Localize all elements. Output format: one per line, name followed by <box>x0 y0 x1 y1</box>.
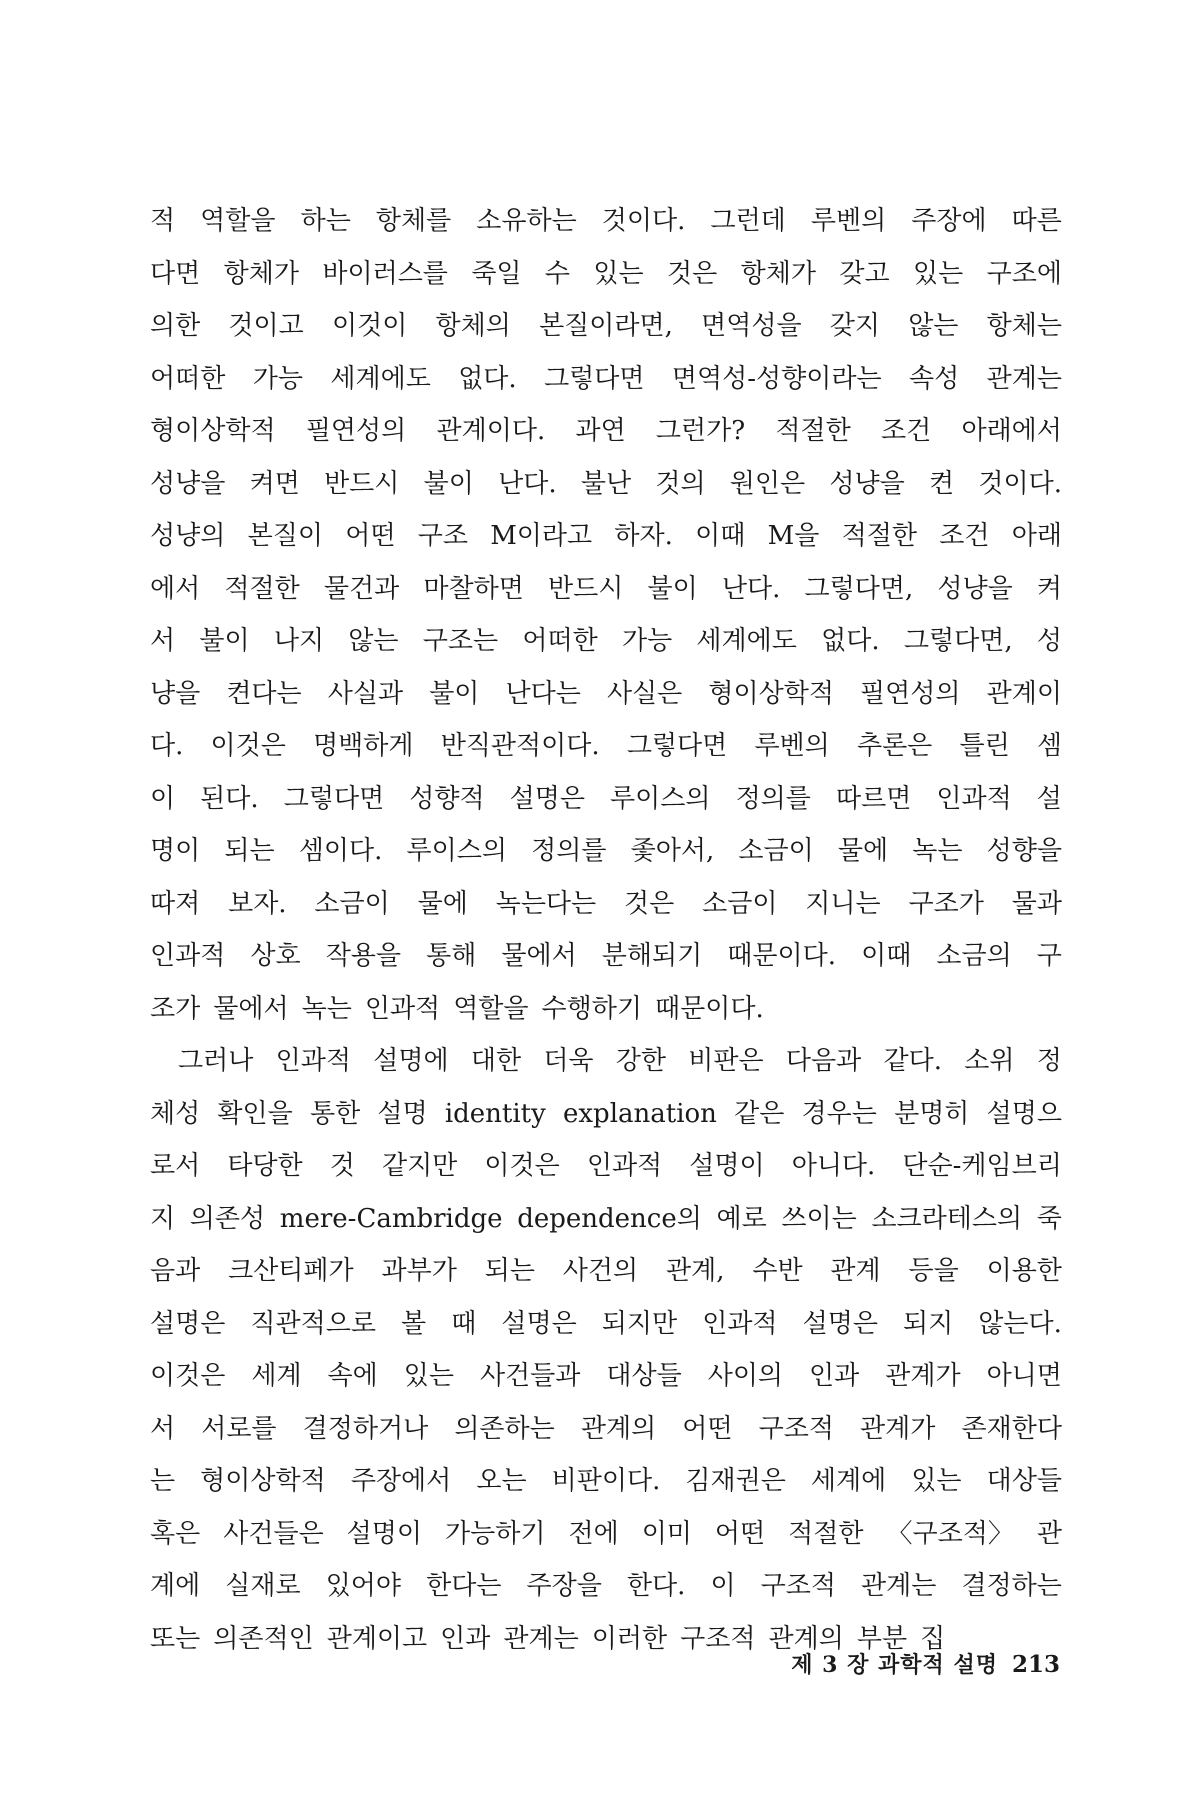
running-footer <box>791 1648 1060 1679</box>
chapter-title: 제 3 장 과학적 설명 <box>791 1652 998 1678</box>
text-line: 이 된다. 그렇다면 성향적 설명은 루이스의 정의를 따르면 인과적 설 <box>150 783 1062 814</box>
text-line: 로서 타당한 것 같지만 이것은 인과적 설명이 아니다. 단순-케임브리 <box>150 1151 1062 1181</box>
text-line: 계에 실재로 있어야 한다는 주장을 한다. 이 구조적 관계는 결정하는 <box>150 1571 1062 1601</box>
page-number: 213 <box>1011 1651 1060 1678</box>
text-line: 다면 항체가 바이러스를 죽일 수 있는 것은 항체가 갖고 있는 구조에 <box>150 258 1062 289</box>
text-line: 그러나 인과적 설명에 대한 더욱 강한 비판은 다음과 같다. 소위 정 <box>178 1046 1062 1076</box>
text-line: 따져 보자. 소금이 물에 녹는다는 것은 소금이 지니는 구조가 물과 <box>150 888 1062 919</box>
text-line: 적 역할을 하는 항체를 소유하는 것이다. 그런데 루벤의 주장에 따른 <box>150 206 1062 236</box>
text-line: 에서 적절한 물건과 마찰하면 반드시 불이 난다. 그렇다면, 성냥을 켜 <box>150 573 1062 604</box>
paragraph <box>150 195 1062 1035</box>
text-line: 성냥의 본질이 어떤 구조 M이라고 하자. 이때 M을 적절한 조건 아래 <box>150 521 1062 551</box>
text-line: 명이 되는 셈이다. 루이스의 정의를 좇아서, 소금이 물에 녹는 성향을 <box>150 836 1062 866</box>
text-line: 어떠한 가능 세계에도 없다. 그렇다면 면역성-성향이라는 속성 관계는 <box>150 363 1062 394</box>
text-line: 인과적 상호 작용을 통해 물에서 분해되기 때문이다. 이때 소금의 구 <box>150 941 1062 971</box>
text-line: 지 의존성 mere-Cambridge dependence의 예로 쓰이는 소크라테스의 죽 <box>150 1203 1062 1234</box>
text-line: 또는 의존적인 관계이고 인과 관계는 이러한 구조적 관계의 부분 집 <box>150 1623 946 1654</box>
text-line: 음과 크산티페가 과부가 되는 사건의 관계, 수반 관계 등을 이용한 <box>150 1256 1062 1286</box>
text-line: 다. 이것은 명백하게 반직관적이다. 그렇다면 루벤의 추론은 틀린 셈 <box>150 731 1062 761</box>
text-line: 서 불이 나지 않는 구조는 어떠한 가능 세계에도 없다. 그렇다면, 성 <box>150 626 1062 656</box>
text-line: 설명은 직관적으로 볼 때 설명은 되지만 인과적 설명은 되지 않는다. <box>150 1308 1062 1339</box>
text-line: 의한 것이고 이것이 항체의 본질이라면, 면역성을 갖지 않는 항체는 <box>150 311 1062 341</box>
text-line: 형이상학적 필연성의 관계이다. 과연 그런가? 적절한 조건 아래에서 <box>150 416 1062 446</box>
text-line: 체성 확인을 통한 설명 identity explanation 같은 경우는 분명히 설명으 <box>150 1098 1062 1129</box>
body-text <box>150 195 1062 1665</box>
text-line: 서 서로를 결정하거나 의존하는 관계의 어떤 구조적 관계가 존재한다 <box>150 1413 1062 1444</box>
paragraph <box>150 1035 1062 1665</box>
text-line: 냥을 켠다는 사실과 불이 난다는 사실은 형이상학적 필연성의 관계이 <box>150 678 1062 709</box>
text-line: 는 형이상학적 주장에서 오는 비판이다. 김재권은 세계에 있는 대상들 <box>150 1466 1062 1496</box>
text-line: 혹은 사건들은 설명이 가능하기 전에 이미 어떤 적절한 〈구조적〉 관 <box>150 1518 1062 1549</box>
text-line: 이것은 세계 속에 있는 사건들과 대상들 사이의 인과 관계가 아니면 <box>150 1361 1062 1391</box>
text-line: 조가 물에서 녹는 인과적 역할을 수행하기 때문이다. <box>150 993 764 1024</box>
text-line: 성냥을 켜면 반드시 불이 난다. 불난 것의 원인은 성냥을 켠 것이다. <box>150 468 1062 499</box>
